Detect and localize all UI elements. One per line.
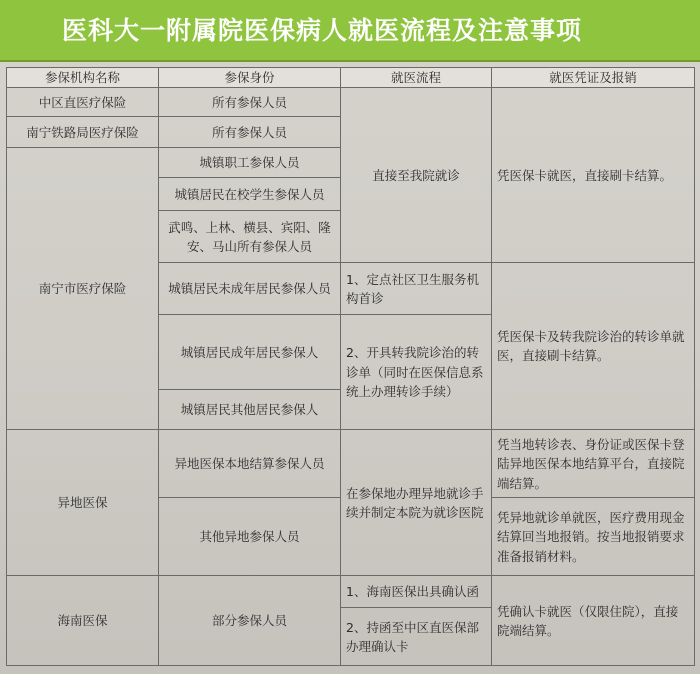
reimb-cell-referral: 凭医保卡及转我院诊治的转诊单就医，直接刷卡结算。 [492, 263, 695, 430]
org-cell-remote: 异地医保 [7, 430, 159, 576]
org-cell-hainan: 海南医保 [7, 576, 159, 666]
identity-cell: 城镇职工参保人员 [159, 148, 341, 178]
flow-cell-hainan-2: 2、持函至中区直医保部办理确认卡 [341, 608, 492, 666]
org-cell: 南宁铁路局医疗保险 [7, 117, 159, 148]
org-cell: 中区直医疗保险 [7, 88, 159, 117]
table-row [7, 88, 695, 117]
reimb-cell-remote-1: 凭当地转诊表、身份证或医保卡登陆异地医保本地结算平台，直接院端结算。 [492, 430, 695, 498]
identity-cell: 异地医保本地结算参保人员 [159, 430, 341, 498]
identity-cell: 城镇居民未成年居民参保人员 [159, 263, 341, 315]
header-identity: 参保身份 [159, 68, 341, 88]
identity-cell: 城镇居民其他居民参保人 [159, 390, 341, 430]
table-row [7, 430, 695, 498]
flow-cell-step1: 1、定点社区卫生服务机构首诊 [341, 263, 492, 315]
reimb-cell-hainan: 凭确认卡就医（仅限住院），直接院端结算。 [492, 576, 695, 666]
header-org: 参保机构名称 [7, 68, 159, 88]
flow-cell-step2: 2、开具转我院诊治的转诊单（同时在医保信息系统上办理转诊手续） [341, 315, 492, 430]
table-header-row [7, 68, 695, 88]
identity-cell: 其他异地参保人员 [159, 498, 341, 576]
reimb-cell-remote-2: 凭异地就诊单就医，医疗费用现金结算回当地报销。按当地报销要求准备报销材料。 [492, 498, 695, 576]
procedure-table [6, 67, 695, 666]
identity-cell: 所有参保人员 [159, 88, 341, 117]
header-reimbursement: 就医凭证及报销 [492, 68, 695, 88]
table-row [7, 576, 695, 608]
identity-cell: 武鸣、上林、横县、宾阳、隆安、马山所有参保人员 [159, 211, 341, 263]
identity-cell: 部分参保人员 [159, 576, 341, 666]
header-flow: 就医流程 [341, 68, 492, 88]
page-title: 医科大一附属院医保病人就医流程及注意事项 [62, 16, 583, 45]
title-banner [0, 0, 700, 62]
flow-cell-remote: 在参保地办理异地就诊手续并制定本院为就诊医院 [341, 430, 492, 576]
identity-cell: 所有参保人员 [159, 117, 341, 148]
reimb-cell-direct: 凭医保卡就医，直接刷卡结算。 [492, 88, 695, 263]
org-cell-nanning: 南宁市医疗保险 [7, 148, 159, 430]
identity-cell: 城镇居民在校学生参保人员 [159, 178, 341, 211]
flow-cell-direct: 直接至我院就诊 [341, 88, 492, 263]
identity-cell: 城镇居民成年居民参保人 [159, 315, 341, 390]
flow-cell-hainan-1: 1、海南医保出具确认函 [341, 576, 492, 608]
